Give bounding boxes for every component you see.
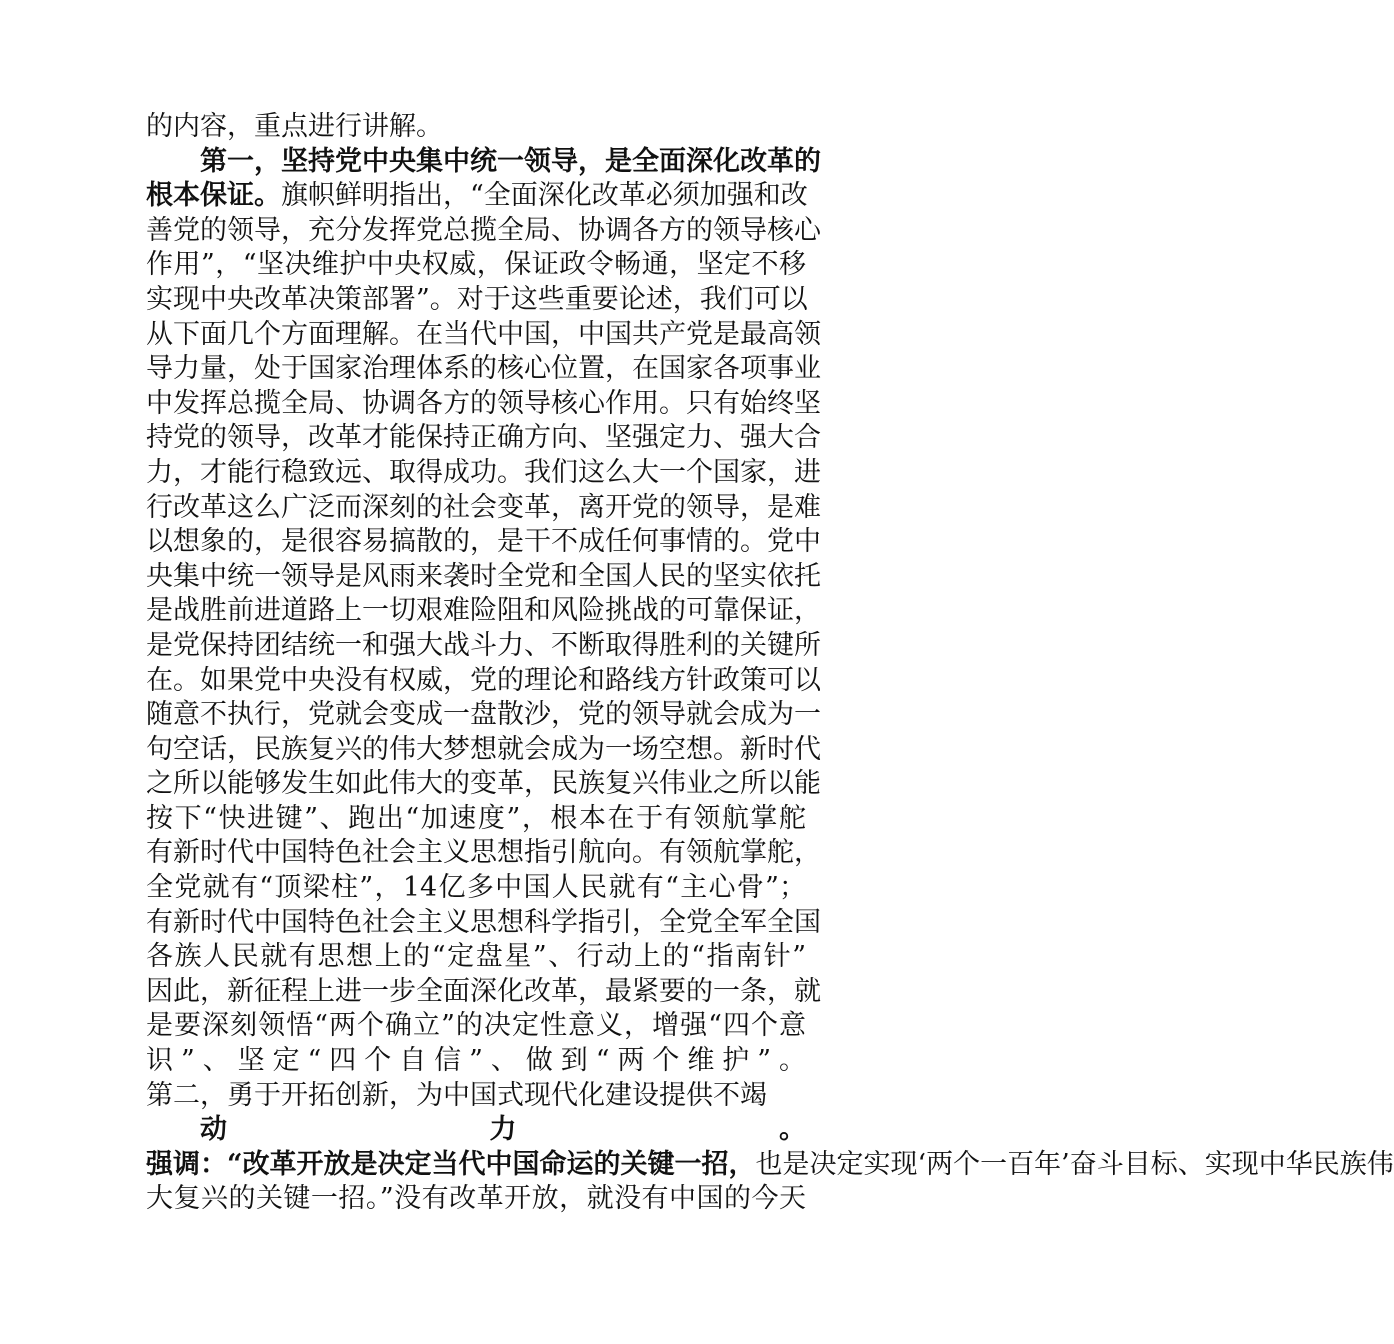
text-line: 全党就有“顶梁柱”，14亿多中国人民就有“主心骨”； [146,872,806,904]
text-line-mixed [146,179,806,214]
text-segment: 旗帜鲜明指出，“全面深化改革必须加强和改 [281,180,808,212]
text-line: 持党的领导，改革才能保持正确方向、坚强定力、强大合 [146,422,821,454]
text-line: 第二，勇于开拓创新，为中国式现代化建设提供不竭 [146,1079,767,1111]
text-line: 因此，新征程上进一步全面深化改革，最紧要的一条，就 [146,975,821,1007]
text-line: 中发挥总揽全局、协调各方的领导核心作用。只有始终坚 [146,387,821,419]
text-line: 大复兴的关键一招。”没有改革开放，就没有中国的今天 [146,1183,806,1215]
text-line: 有新时代中国特色社会主义思想科学指引，全党全军全国 [146,906,821,938]
text-line: 作用”，“坚决维护中央权威，保证政令畅通，坚定不移 [146,249,806,281]
section-heading-line: 动力。 [200,1114,806,1146]
text-line-mixed [146,1148,1394,1183]
section-heading-tail: 强调：“改革开放是决定当代中国命运的关键一招， [146,1148,756,1180]
text-line: 力，才能行稳致远、取得成功。我们这么大一个国家，进 [146,456,821,488]
section-heading-line: 第一，坚持党中央集中统一领导，是全面深化改革的 [200,145,821,177]
text-line: 句空话，民族复兴的伟大梦想就会成为一场空想。新时代 [146,733,821,765]
text-segment: 也是决定实现‘两个一百年’奋斗目标、实现中华民族伟 [755,1148,1394,1180]
text-line: 实现中央改革决策部署”。对于这些重要论述，我们可以 [146,283,808,315]
text-line: 行改革这么广泛而深刻的社会变革，离开党的领导，是难 [146,491,821,523]
text-line: 之所以能够发生如此伟大的变革，民族复兴伟业之所以能 [146,768,821,800]
text-line: 导力量，处于国家治理体系的核心位置，在国家各项事业 [146,353,821,385]
text-line: 有新时代中国特色社会主义思想指引航向。有领航掌舵， [146,837,821,869]
text-line: 是党保持团结统一和强大战斗力、不断取得胜利的关键所 [146,629,821,661]
document-page [146,110,1394,1252]
text-line: 各族人民就有思想上的“定盘星”、行动上的“指南针” [146,941,806,973]
text-line: 是战胜前进道路上一切艰难险阻和风险挑战的可靠保证， [146,595,821,627]
text-line: 央集中统一领导是风雨来袭时全党和全国人民的坚实依托 [146,560,821,592]
text-line: 按下“快进键”、跑出“加速度”，根本在于有领航掌舵 [146,802,806,834]
text-line: 从下面几个方面理解。在当代中国，中国共产党是最高领 [146,318,821,350]
text-line: 善党的领导，充分发挥党总揽全局、协调各方的领导核心 [146,214,821,246]
text-line: 是要深刻领悟“两个确立”的决定性意义，增强“四个意 [146,1010,806,1042]
text-line [146,1217,806,1252]
section-heading-tail: 根本保证。 [146,180,281,212]
text-line: 以想象的，是很容易搞散的，是干不成任何事情的。党中 [146,526,821,558]
text-line: 在。如果党中央没有权威，党的理论和路线方针政策可以 [146,664,821,696]
text-line: 随意不执行，党就会变成一盘散沙，党的领导就会成为一 [146,699,821,731]
text-line: 识”、坚定“四个自信”、做到“两个维护”。 [146,1045,806,1077]
text-line: 的内容，重点进行讲解。 [146,111,443,142]
